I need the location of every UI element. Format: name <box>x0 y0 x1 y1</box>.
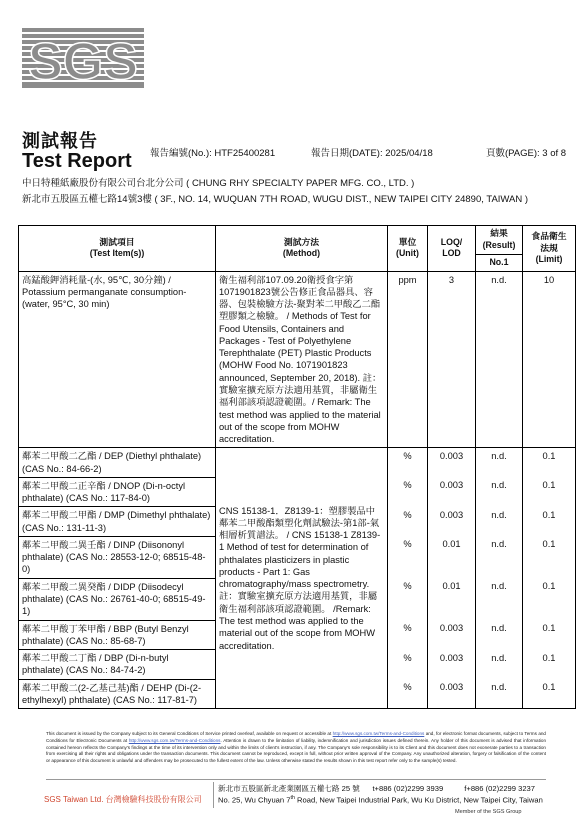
loq-cell: 0.003 <box>428 679 476 709</box>
result-cell: n.d. <box>476 578 523 620</box>
result-cell: n.d. <box>476 477 523 507</box>
report-number: 報告編號(No.): HTF25400281 <box>150 148 276 159</box>
limit-cell: 10 <box>523 271 576 448</box>
header-method: 測試方法 (Method) <box>216 226 388 272</box>
test-item-cell: 高錳酸鉀消耗量-(水, 95℃, 30分鐘) / Potassium permanganate consumption-(water, 95°C, 30 min) <box>19 271 216 448</box>
unit-cell: % <box>388 536 428 578</box>
footer-divider <box>46 779 546 780</box>
header-result-no1: No.1 <box>476 255 523 272</box>
table-header-row <box>19 226 576 255</box>
unit-cell: % <box>388 650 428 680</box>
loq-cell: 0.003 <box>428 507 476 537</box>
header-unit: 單位 (Unit) <box>388 226 428 272</box>
method-cell: 衛生福利部107.09.20衛授食字第1071901823號公告修正食品器具、容器、包裝檢驗方法-聚對苯二甲酸乙二酯塑膠類之檢驗。 / Methods of Test for Food Utensils, Containers and Packages - Test of Polyethylene Terephthalate (PET) Plastic Products (MOHW Food No. 1071901823 announced, September 20, 2018). 註：實驗室擴充原方法適用基質，非屬衛生福利部該項認證範圍。/ Remark: The test method was applied to the material out of the scope from MOHW accreditation. <box>216 271 388 448</box>
loq-cell: 0.01 <box>428 578 476 620</box>
result-cell: n.d. <box>476 536 523 578</box>
loq-cell: 0.003 <box>428 477 476 507</box>
loq-cell: 3 <box>428 271 476 448</box>
header-limit: 食品衛生 法規 (Limit) <box>523 226 576 272</box>
test-item-cell: 鄰苯二甲酸二異癸酯 / DIDP (Diisodecyl phthalate) (CAS No.: 26761-40-0; 68515-49-1) <box>19 578 216 620</box>
loq-cell: 0.01 <box>428 536 476 578</box>
test-item-cell: 鄰苯二甲酸二甲酯 / DMP (Dimethyl phthalate) (CAS No.: 131-11-3) <box>19 507 216 537</box>
report-title-zh: 測試報告 <box>22 131 98 151</box>
unit-cell: % <box>388 620 428 650</box>
loq-cell: 0.003 <box>428 620 476 650</box>
results-table <box>18 225 576 709</box>
result-cell: n.d. <box>476 620 523 650</box>
client-company: 中日特種紙廠股份有限公司台北分公司 ( CHUNG RHY SPECIALTY PAPER MFG. CO., LTD. ) <box>22 178 415 189</box>
result-cell: n.d. <box>476 507 523 537</box>
unit-cell: % <box>388 507 428 537</box>
unit-cell: ppm <box>388 271 428 448</box>
result-cell: n.d. <box>476 271 523 448</box>
limit-cell: 0.1 <box>523 650 576 680</box>
test-item-cell: 鄰苯二甲酸二異壬酯 / DINP (Diisononyl phthalate) (CAS No.: 28553-12-0; 68515-48-0) <box>19 536 216 578</box>
client-address: 新北市五股區五權七路14號3樓 ( 3F., NO. 14, WUQUAN 7TH ROAD, WUGU DIST., NEW TAIPEI CITY 24890, TAIWAN ) <box>22 194 529 205</box>
footer-address-en: No. 25, Wu Chyuan 7th Road, New Taipei Industrial Park, Wu Ku District, New Taipei City, Taiwan <box>218 795 543 805</box>
footer-member-note: Member of the SGS Group <box>455 809 522 815</box>
footer-fax: f+886 (02)2299 3237 <box>464 784 536 793</box>
limit-cell: 0.1 <box>523 620 576 650</box>
table-row <box>19 271 576 448</box>
footer-tel: t+886 (02)2299 3939 <box>372 784 444 793</box>
result-cell: n.d. <box>476 650 523 680</box>
footer-separator <box>213 782 214 808</box>
test-item-cell: 鄰苯二甲酸二正辛酯 / DNOP (Di-n-octyl phthalate) (CAS No.: 117-84-0) <box>19 477 216 507</box>
test-item-cell: 鄰苯二甲酸二(2-乙基己基)酯 / DEHP (Di-(2-ethylhexyl) phthalate) (CAS No.: 117-81-7) <box>19 679 216 709</box>
test-item-cell: 鄰苯二甲酸二乙酯 / DEP (Diethyl phthalate) (CAS No.: 84-66-2) <box>19 448 216 478</box>
limit-cell: 0.1 <box>523 536 576 578</box>
limit-cell: 0.1 <box>523 507 576 537</box>
result-cell: n.d. <box>476 679 523 709</box>
limit-cell: 0.1 <box>523 448 576 478</box>
unit-cell: % <box>388 679 428 709</box>
sgs-logo <box>22 28 144 88</box>
limit-cell: 0.1 <box>523 477 576 507</box>
test-item-cell: 鄰苯二甲酸二丁酯 / DBP (Di-n-butyl phthalate) (CAS No.: 84-74-2) <box>19 650 216 680</box>
table-row <box>19 448 576 478</box>
report-title-en: Test Report <box>22 150 132 172</box>
disclaimer-text: This document is issued by the Company subject to its General Conditions of Service printed overleaf, available on request or accessible at http://www.sgs.com.tw/Terms-and-Conditions and, for electronic format documents, subject to Terms and Conditions for Electronic Documents at http://www.sgs.com.tw/Terms-and-Conditions. Attention is drawn to the limitation of liability, indemnification and jurisdiction issues defined therein. Any holder of this document is advised that information contained hereon reflects the Company's findings at the time of its intervention only and within the limits of client's instruction, if any. The Company's sole responsibility is to its Client and this document does not exonerate parties to a transaction from exercising all their rights and obligations under the transaction documents. This document cannot be reproduced, except in full, without prior written approval of the Company. Any unauthorized alteration, forgery or falsification of the content or appearance of this document is unlawful and offenders may be prosecuted to the fullest extent of the law. Unless otherwise stated the results shown in this test report refer only to the sample(s) tested. <box>46 731 547 764</box>
unit-cell: % <box>388 448 428 478</box>
page-number: 頁數(PAGE): 3 of 8 <box>486 148 567 159</box>
unit-cell: % <box>388 578 428 620</box>
loq-cell: 0.003 <box>428 448 476 478</box>
loq-cell: 0.003 <box>428 650 476 680</box>
svg-text:SGS: SGS <box>28 33 138 88</box>
test-item-cell: 鄰苯二甲酸丁苯甲酯 / BBP (Butyl Benzyl phthalate) (CAS No.: 85-68-7) <box>19 620 216 650</box>
terms-link[interactable]: http://www.sgs.com.tw/Terms-and-Conditions <box>332 731 425 736</box>
method-cell: CNS 15138-1．Z8139-1：塑膠製品中鄰苯二甲酸酯類塑化劑試驗法-第1部-氣相層析質譜法。 / CNS 15138-1 Z8139-1 Method of test for determination of phthalates plasticizers in plastic products - Part 1: Gas chromatography/mass spectrometry. 註：實驗室擴充原方法適用基質，非屬衛生福利部該項認證範圍。 /Remark: The test method was applied to the material out of the scope from MOHW accreditation. <box>216 448 388 709</box>
footer-company: SGS Taiwan Ltd. 台灣檢驗科技股份有限公司 <box>44 795 202 804</box>
limit-cell: 0.1 <box>523 679 576 709</box>
unit-cell: % <box>388 477 428 507</box>
header-result: 結果 (Result) <box>476 226 523 255</box>
electronic-terms-link[interactable]: http://www.sgs.com.tw/Terms-and-Conditions <box>128 737 221 743</box>
report-date: 報告日期(DATE): 2025/04/18 <box>311 148 433 159</box>
footer-address-zh: 新北市五股區新北產業園區五權七路 25 號 t+886 (02)2299 3939 f+886 (02)2299 3237 <box>218 784 536 793</box>
header-loq: LOQ/ LOD <box>428 226 476 272</box>
header-test-item: 測試項目 (Test Item(s)) <box>19 226 216 272</box>
limit-cell: 0.1 <box>523 578 576 620</box>
result-cell: n.d. <box>476 448 523 478</box>
